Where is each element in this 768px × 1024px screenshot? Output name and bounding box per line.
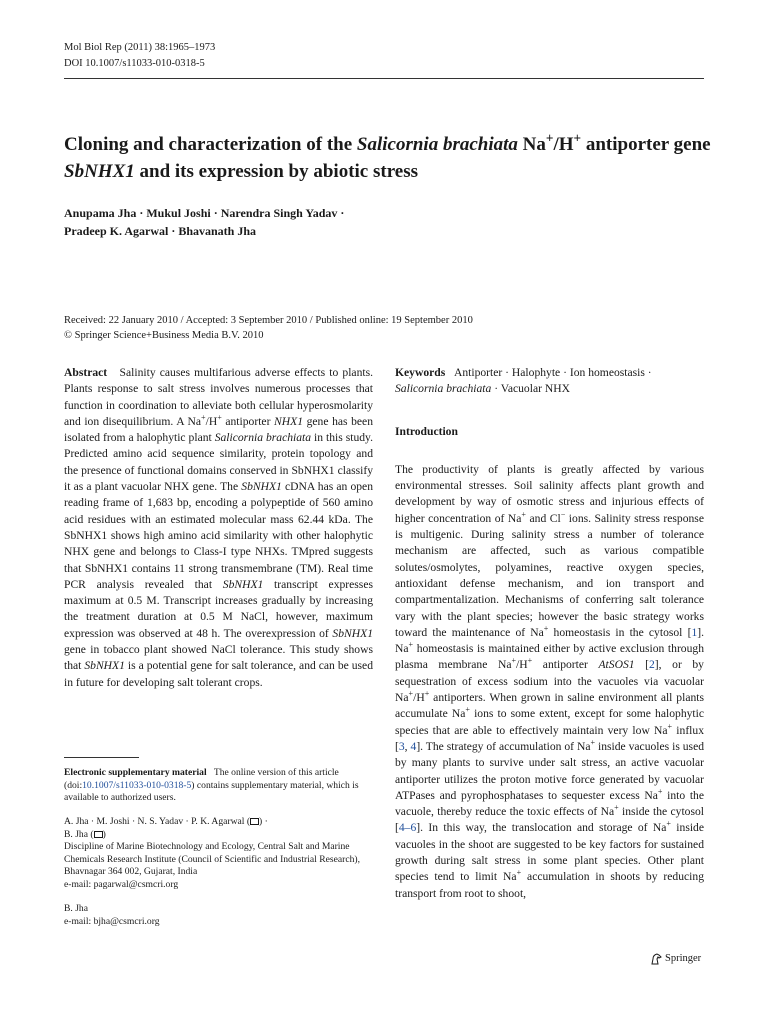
article-title: Cloning and characterization of the Salicornia brachiata Na+/H+ antiporter gene SbNHX1 and its expression by abiotic stress <box>64 130 711 182</box>
header-rule <box>64 78 704 79</box>
doi: DOI 10.1007/s11033-010-0318-5 <box>64 58 205 69</box>
springer-horse-icon <box>650 953 662 965</box>
citation-link[interactable]: 2 <box>649 658 655 672</box>
introduction-heading: Introduction <box>395 424 458 438</box>
supplementary-note: Electronic supplementary material The online version of this article (doi:10.1007/s11033-010-0318-5) contains supplementary material, which is available to authorized users. <box>64 767 359 803</box>
email-agarwal[interactable]: e-mail: pagarwal@csmcri.org <box>64 878 179 890</box>
citation-link[interactable]: 3 <box>398 739 405 753</box>
footnote-divider <box>64 757 139 758</box>
citation-link[interactable]: 4 <box>410 739 417 753</box>
email-jha[interactable]: e-mail: bjha@csmcri.org <box>64 915 160 927</box>
keywords: Keywords Antiporter · Halophyte · Ion homeostasis · Salicornia brachiata · Vacuolar NHX <box>395 366 652 396</box>
abstract: Abstract Salinity causes multifarious adverse effects to plants. Plants response to salt stress involves numerous processes that function in coordination to alleviate both cellular hyperosmolarity and ion disequilibrium. A Na+/H+ antiporter NHX1 gene has been isolated from a halophytic plant Salicornia brachiata in this study. Predicted amino acid sequence similarity, protein topology and the presence of functional domains conserved in SbNHX1 classify it as a plant vacuolar NHX gene. The SbNHX1 cDNA has an open reading frame of 1,683 bp, encoding a polypeptide of 560 amino acid residues with an estimated molecular mass 62.44 kDa. The SbNHX1 shows high amino acid similarity with other halophytic NHX gene and belongs to Class-I type NHXs. TMpred suggests that SbNHX1 contains 11 strong transmembrane (TM). Real time PCR analysis revealed that SbNHX1 transcript expresses maximum at 0.5 M. Transcript increases gradually by increasing the treatment duration at 0.5 M NaCl, however, maximum expression was observed at 48 h. The overexpression of SbNHX1 gene in tobacco plant showed NaCl tolerance. This study shows that SbNHX1 is a potential gene for salt tolerance, and can be used in future for developing salt tolerant crops. <box>64 366 374 689</box>
envelope-icon <box>250 818 259 825</box>
history-dates: Received: 22 January 2010 / Accepted: 3 September 2010 / Published online: 19 September 2010 <box>64 315 473 326</box>
citation-link[interactable]: 4–6 <box>398 821 417 835</box>
envelope-icon <box>94 831 103 838</box>
abstract-label: Abstract <box>64 366 108 379</box>
journal-header <box>64 40 215 72</box>
right-column <box>395 365 704 902</box>
supplementary-doi-link[interactable]: 10.1007/s11033-010-0318-5 <box>82 779 192 791</box>
affiliation-block: A. Jha · M. Joshi · N. S. Yadav · P. K. Agarwal ( ) · B. Jha ( ) Discipline of Marine Biotechnology and Ecology, Central Salt and Marine Chemicals Research Institute (Council of Scientific and Industrial Research), Bhavnagar 364 002, Gujarat, India e-mail: pagarwal@csmcri.org <box>64 816 373 891</box>
publication-dates <box>64 313 704 343</box>
affiliation-block-2: B. Jha e-mail: bjha@csmcri.org <box>64 903 373 928</box>
copyright: © Springer Science+Business Media B.V. 2010 <box>64 330 264 341</box>
journal-citation: Mol Biol Rep (2011) 38:1965–1973 <box>64 42 216 53</box>
citation-link[interactable]: 1 <box>691 625 698 639</box>
author-list: Anupama Jha · Mukul Joshi · Narendra Singh Yadav · Pradeep K. Agarwal · Bhavanath Jha <box>64 206 345 238</box>
affiliation-department: Discipline of Marine Biotechnology and Ecology, Central Salt and Marine Chemicals Research Institute (Council of Scientific and Industrial Research), Bhavnagar 364 002, Gujarat, India <box>64 841 360 877</box>
publisher-logo <box>650 952 701 966</box>
introduction-text: The productivity of plants is greatly affected by various environmental stresses. Soil salinity affects plant growth and development by way of osmotic stress and injurious effects of higher concentration of Na+ and Cl− ions. Salinity stress response is multigenic. During salinity stress a number of tolerance mechanism are affected, such as various compatible solutes/osmolytes, polyamines, reactive oxygen species, antioxidant defense mechanism, and ion transport and compartmentalization. Mechanisms of conferring salt tolerance vary with the plant species; however the basic strategy works toward the maintenance of Na+ homeostasis in the cytosol [1]. Na+ homeostasis is maintained either by active exclusion through plasma membrane Na+/H+ antiporter AtSOS1 [2], or by sequestration of excess sodium into the vacuoles via vacuolar Na+/H+ antiporters. When grown in saline environment all plants accumulate Na+ ions to some extent, except for some halophytic species that are able to effectively maintain very low Na+ influx [3, 4]. The strategy of accumulation of Na+ inside vacuoles is used by many plants to survive under salt stress, an active vacuolar antiporter utilizes the proton motive force generated by vacuolar ATPases and pyrophosphatases to sequester excess Na+ into the vacuole, thereby reduce the toxic effects of Na+ inside the cytosol [4–6]. In this way, the translocation and storage of Na+ inside vacuoles in the shoot are suggested to be key factors for sustained growth during salt stress in some plant species. Other plant species tend to limit Na+ accumulation in shoots by reducing transport from root to shoot, <box>395 462 705 900</box>
publisher-name: Springer <box>665 953 702 964</box>
